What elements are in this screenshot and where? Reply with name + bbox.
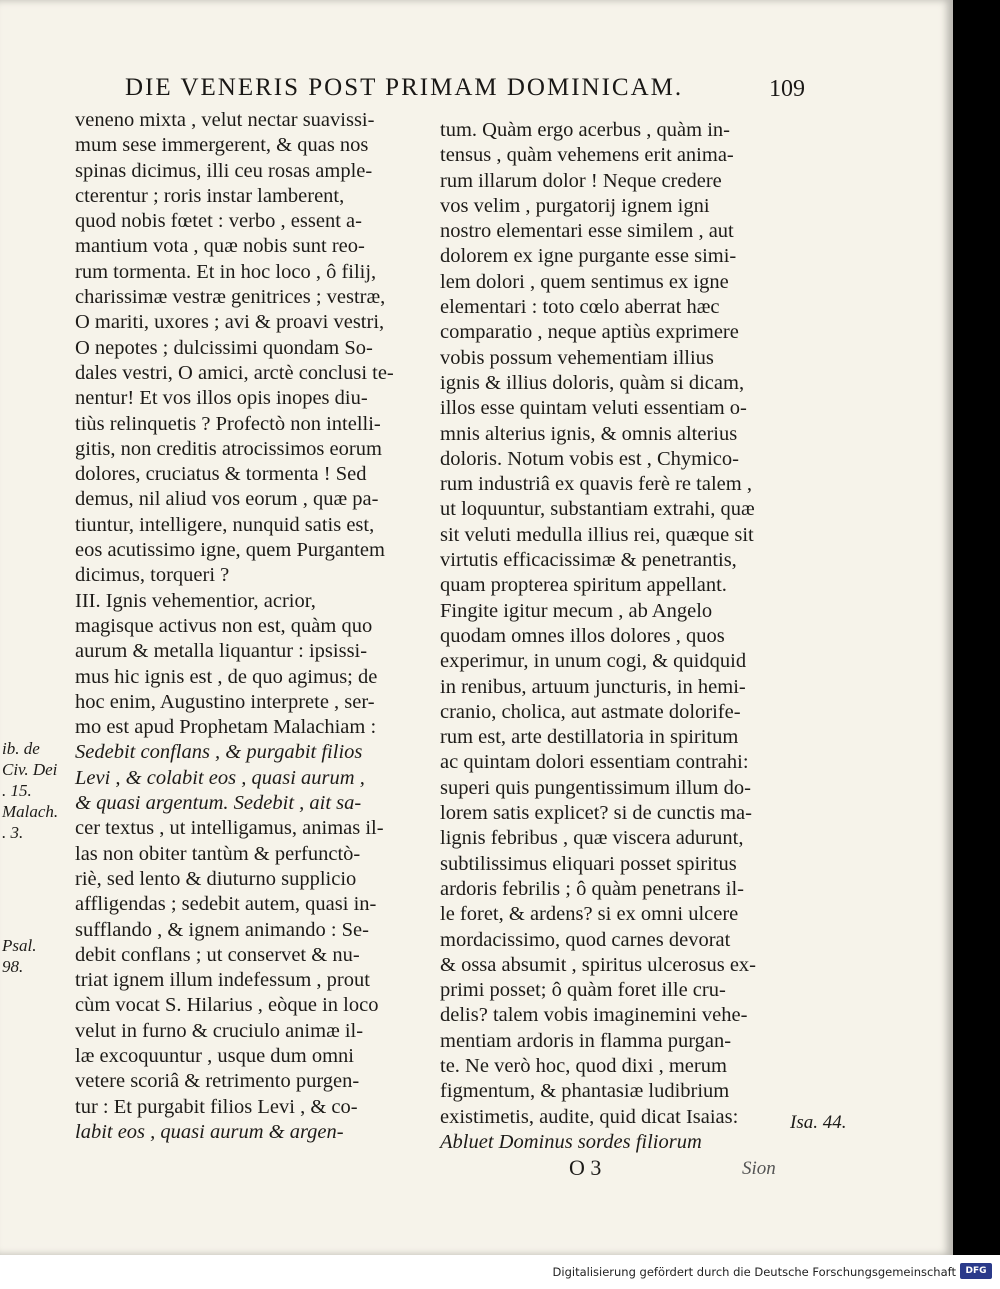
text-line: cterentur ; roris instar lamberent,	[75, 184, 345, 207]
text-line: in renibus, artuum juncturis, in hemi-	[440, 675, 746, 698]
text-line: experimur, in unum cogi, & quidquid	[440, 650, 747, 673]
margin-note-line: Psal.	[2, 936, 37, 955]
text-line: Abluet Dominus sordes filiorum	[440, 1130, 702, 1153]
text-line: las non obiter tantùm & perfunctò-	[75, 842, 361, 865]
text-line: veneno mixta , velut nectar suavissi-	[75, 109, 375, 131]
text-line: tur : Et purgabit filios Levi , & co-	[75, 1095, 358, 1118]
text-line: lem dolori , quem sentimus ex igne	[440, 270, 729, 293]
text-line: vobis possum vehementiam illius	[440, 346, 714, 369]
footer-bar	[0, 1255, 1000, 1289]
text-line: Fingite igitur mecum , ab Angelo	[440, 599, 713, 622]
text-line: illos esse quintam veluti essentiam o-	[440, 397, 747, 420]
left-text-column	[75, 108, 425, 1145]
text-line: dolores, cruciatus & tormenta ! Sed	[75, 463, 367, 486]
text-line: Sedebit conflans , & purgabit filios	[75, 741, 363, 764]
signature-mark: O 3	[569, 1155, 602, 1180]
text-line: le foret, & ardens? si ex omni ulcere	[440, 903, 739, 926]
funding-credit: Digitalisierung gefördert durch die Deutsche Forschungsgemeinschaft	[552, 1265, 956, 1279]
text-line: nentur! Et vos illos opis inopes diu-	[75, 387, 368, 410]
text-line: riè, sed lento & diuturno supplicio	[75, 867, 357, 890]
text-line: tensus , quàm vehemens erit anima-	[440, 144, 734, 167]
margin-note-line: 98.	[2, 957, 24, 976]
text-line: mantium vota , quæ nobis sunt reo-	[75, 235, 365, 258]
text-line: eos acutissimo igne, quem Purgantem	[75, 539, 385, 562]
text-line: ardoris febrilis ; ô quàm penetrans il-	[440, 877, 744, 900]
running-head: DIE VENERIS POST PRIMAM DOMINICAM.	[125, 74, 684, 101]
text-line: & ossa absumit , spiritus ulcerosus ex-	[440, 953, 757, 976]
text-line: mordacissimo, quod carnes devorat	[440, 928, 731, 951]
margin-note-line: . 3.	[2, 823, 24, 842]
margin-note-psalm	[2, 935, 36, 977]
dfg-logo-icon: DFG	[960, 1263, 992, 1279]
text-line: vetere scoriâ & retrimento purgen-	[75, 1070, 360, 1093]
scan-edge	[953, 0, 1000, 1255]
text-line: rum est, arte destillatoria in spiritum	[440, 726, 739, 749]
text-line: spinas dicimus, illi ceu rosas ample-	[75, 159, 373, 182]
text-line: tum. Quàm ergo acerbus , quàm in-	[440, 119, 730, 141]
text-line: mnis alterius ignis, & omnis alterius	[440, 422, 738, 445]
text-line: dales vestri, O amici, arctè conclusi te-	[75, 361, 394, 384]
text-line: ignis & illius doloris, quàm si dicam,	[440, 371, 745, 394]
margin-note-line: . 15.	[2, 781, 32, 800]
text-line: labit eos , quasi aurum & argen-	[75, 1120, 344, 1143]
text-line: O mariti, uxores ; avi & proavi vestri,	[75, 311, 385, 334]
text-line: rum illarum dolor ! Neque credere	[440, 169, 722, 192]
text-line: tiuntur, intelligere, nunquid satis est,	[75, 513, 375, 536]
text-line: triat ignem illum indefessum , prout	[75, 969, 370, 992]
text-line: tiùs relinquetis ? Profectò non intelli-	[75, 412, 381, 435]
text-line: ac quintam dolori essentiam contrahi:	[440, 751, 749, 774]
text-line: mo est apud Prophetam Malachiam :	[75, 716, 377, 739]
text-line: te. Ne verò hoc, quod dixi , merum	[440, 1054, 727, 1077]
text-line: nostro elementari esse similem , aut	[440, 220, 734, 243]
text-line: læ excoquuntur , usque dum omni	[75, 1044, 355, 1067]
text-line: gitis, non creditis atrocissimos eorum	[75, 437, 382, 460]
text-line: cer textus , ut intelligamus, animas il-	[75, 817, 384, 840]
margin-note-line: ib. de	[2, 739, 40, 758]
text-line: mentiam ardoris in flamma purgan-	[440, 1029, 732, 1052]
text-line: virtutis efficacissimæ & penetrantis,	[440, 549, 737, 572]
margin-note-line: Civ. Dei	[2, 760, 58, 779]
text-line: superi quis pungentissimum illum do-	[440, 776, 751, 799]
text-line: affligendas ; sedebit autem, quasi in-	[75, 893, 377, 916]
text-line: charissimæ vestræ genitrices ; vestræ,	[75, 286, 386, 309]
text-line: lignis febribus , quæ viscera adurunt,	[440, 827, 744, 850]
text-line: dicimus, torqueri ?	[75, 564, 230, 587]
text-line: comparatio , neque aptiùs exprimere	[440, 321, 739, 344]
text-line: lorem satis explicet? si de cunctis ma-	[440, 802, 752, 825]
text-line: figmentum, & phantasiæ ludibrium	[440, 1080, 730, 1103]
text-line: velut in furno & cruciulo animæ il-	[75, 1019, 364, 1042]
text-line: quam propterea spiritum appellant.	[440, 574, 727, 597]
text-line: subtilissimus eliquari posset spiritus	[440, 852, 737, 875]
text-line: magisque activus non est, quàm quo	[75, 614, 373, 637]
text-line: mum sese immergerent, & quas nos	[75, 134, 369, 157]
margin-note-isaiah: Isa. 44.	[790, 1112, 847, 1133]
text-line: doloris. Notum vobis est , Chymico-	[440, 447, 739, 470]
text-line: demus, nil aliud vos eorum , quæ pa-	[75, 488, 379, 511]
right-text-column	[440, 118, 790, 1155]
text-line: primi posset; ô quàm foret ille cru-	[440, 979, 726, 1002]
text-line: sit veluti medulla illius rei, quæque sit	[440, 523, 754, 546]
text-line: aurum & metalla liquantur : ipsissi-	[75, 640, 368, 663]
text-line: hoc enim, Augustino interprete , ser-	[75, 690, 375, 713]
text-line: rum industriâ ex quavis ferè re talem ,	[440, 473, 752, 496]
text-line: debit conflans ; ut conservet & nu-	[75, 943, 360, 966]
margin-note-line: Malach.	[2, 802, 59, 821]
text-line: elementari : toto cœlo aberrat hæc	[440, 296, 720, 319]
text-line: existimetis, audite, quid dicat Isaias:	[440, 1105, 739, 1128]
margin-note-augustine-malachi	[2, 738, 58, 843]
text-line: cùm vocat S. Hilarius , eòque in loco	[75, 994, 379, 1017]
text-line: III. Ignis vehementior, acrior,	[75, 589, 316, 612]
text-line: cranio, cholica, aut astmate dolorife-	[440, 700, 741, 723]
text-line: sufflando , & ignem animando : Se-	[75, 918, 369, 941]
page-header	[125, 74, 805, 110]
text-line: quodam omnes illos dolores , quos	[440, 624, 725, 647]
text-line: ut loquuntur, substantiam extrahi, quæ	[440, 498, 755, 521]
text-line: O nepotes ; dulcissimi quondam So-	[75, 336, 373, 359]
text-line: vos velim , purgatorij ignem igni	[440, 194, 710, 217]
text-line: Levi , & colabit eos , quasi aurum ,	[75, 766, 365, 789]
page-number: 109	[769, 76, 805, 102]
text-line: mus hic ignis est , de quo agimus; de	[75, 665, 378, 688]
text-line: delis? talem vobis imaginemini vehe-	[440, 1004, 748, 1027]
text-line: dolorem ex igne purgante esse simi-	[440, 245, 737, 268]
catchword: Sion	[742, 1158, 776, 1179]
text-line: & quasi argentum. Sedebit , ait sa-	[75, 792, 362, 815]
text-line: quod nobis fœtet : verbo , essent a-	[75, 210, 362, 233]
text-line: rum tormenta. Et in hoc loco , ô filij,	[75, 260, 377, 283]
